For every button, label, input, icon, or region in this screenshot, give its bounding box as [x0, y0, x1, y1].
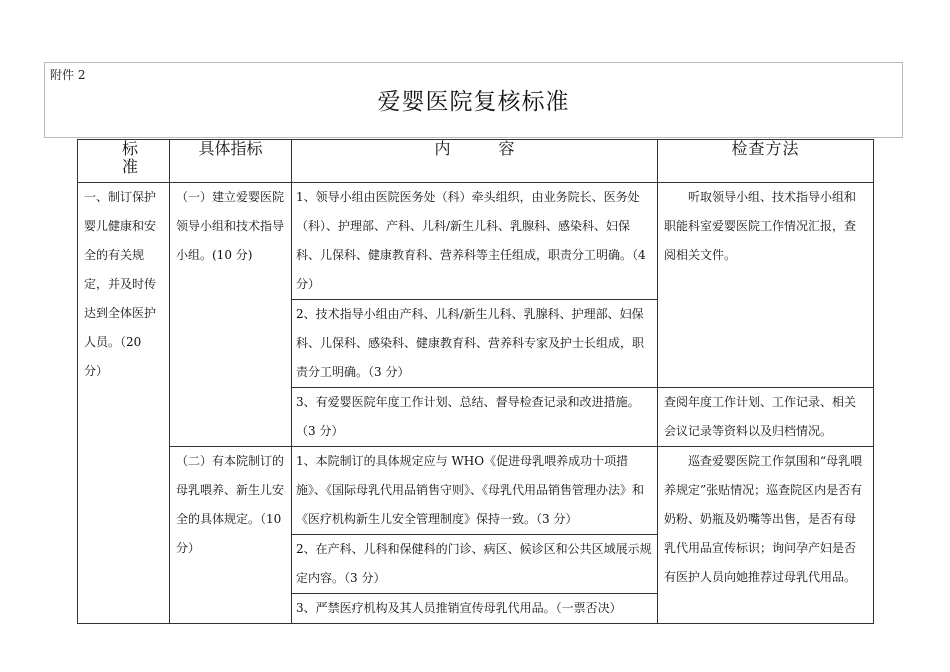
method-text: 听取领导小组、技术指导小组和职能科室爱婴医院工作情况汇报，查阅相关文件。: [664, 190, 857, 262]
content-cell: 2、技术指导小组由产科、儿科/新生儿科、乳腺科、护理部、妇保科、儿保科、感染科、健康教育科、营养科专家及护士长组成，职责分工明确。（3 分）: [292, 300, 658, 388]
attachment-label: 附件 2: [50, 68, 86, 82]
method-text: 巡查爱婴医院工作氛围和“母乳喂养规定”张贴情况；巡查院区内是否有奶粉、奶瓶及奶嘴等出售，是否有母乳代用品宣传标识；询问孕产妇是否有医护人员向她推荐过母乳代用品。: [664, 454, 863, 584]
table-header-row: [78, 140, 874, 183]
criteria-table-wrapper: [77, 139, 873, 624]
content-cell: 3、严禁医疗机构及其人员推销宣传母乳代用品。（一票否决）: [292, 594, 658, 624]
method-cell: 查阅年度工作计划、工作记录、相关会议记录等资料以及归档情况。: [658, 388, 874, 447]
table-row: [78, 447, 874, 535]
header-indicator: 具体指标: [170, 140, 292, 183]
indicator-cell: （一）建立爱婴医院领导小组和技术指导小组。(10 分): [170, 183, 292, 447]
method-cell: [658, 183, 874, 388]
header-method: 检查方法: [658, 140, 874, 183]
content-cell: 1、领导小组由医院医务处（科）牵头组织，由业务院长、医务处（科）、护理部、产科、儿科/新生儿科、乳腺科、感染科、妇保科、儿保科、健康教育科、营养科等主任组成，职责分工明确。（4 分）: [292, 183, 658, 300]
header-content: 内容: [292, 140, 658, 183]
header-box: [44, 62, 903, 138]
page-title: 爱婴医院复核标准: [377, 89, 570, 115]
header-standard: 标准: [78, 140, 170, 183]
content-cell: 3、有爱婴医院年度工作计划、总结、督导检查记录和改进措施。（3 分）: [292, 388, 658, 447]
standard-cell: 一、制订保护婴儿健康和安全的有关规定，并及时传达到全体医护人员。（20 分）: [78, 183, 170, 624]
table-row: [78, 183, 874, 300]
content-cell: 1、本院制订的具体规定应与 WHO《促进母乳喂养成功十项措施》、《国际母乳代用品销售守则》、《母乳代用品销售管理办法》和《医疗机构新生儿安全管理制度》保持一致。（3 分）: [292, 447, 658, 535]
indicator-cell: （二）有本院制订的母乳喂养、新生儿安全的具体规定。（10 分）: [170, 447, 292, 624]
content-cell: 2、在产科、儿科和保健科的门诊、病区、候诊区和公共区域展示规定内容。（3 分）: [292, 535, 658, 594]
criteria-table: [77, 139, 874, 624]
method-cell: [658, 447, 874, 624]
